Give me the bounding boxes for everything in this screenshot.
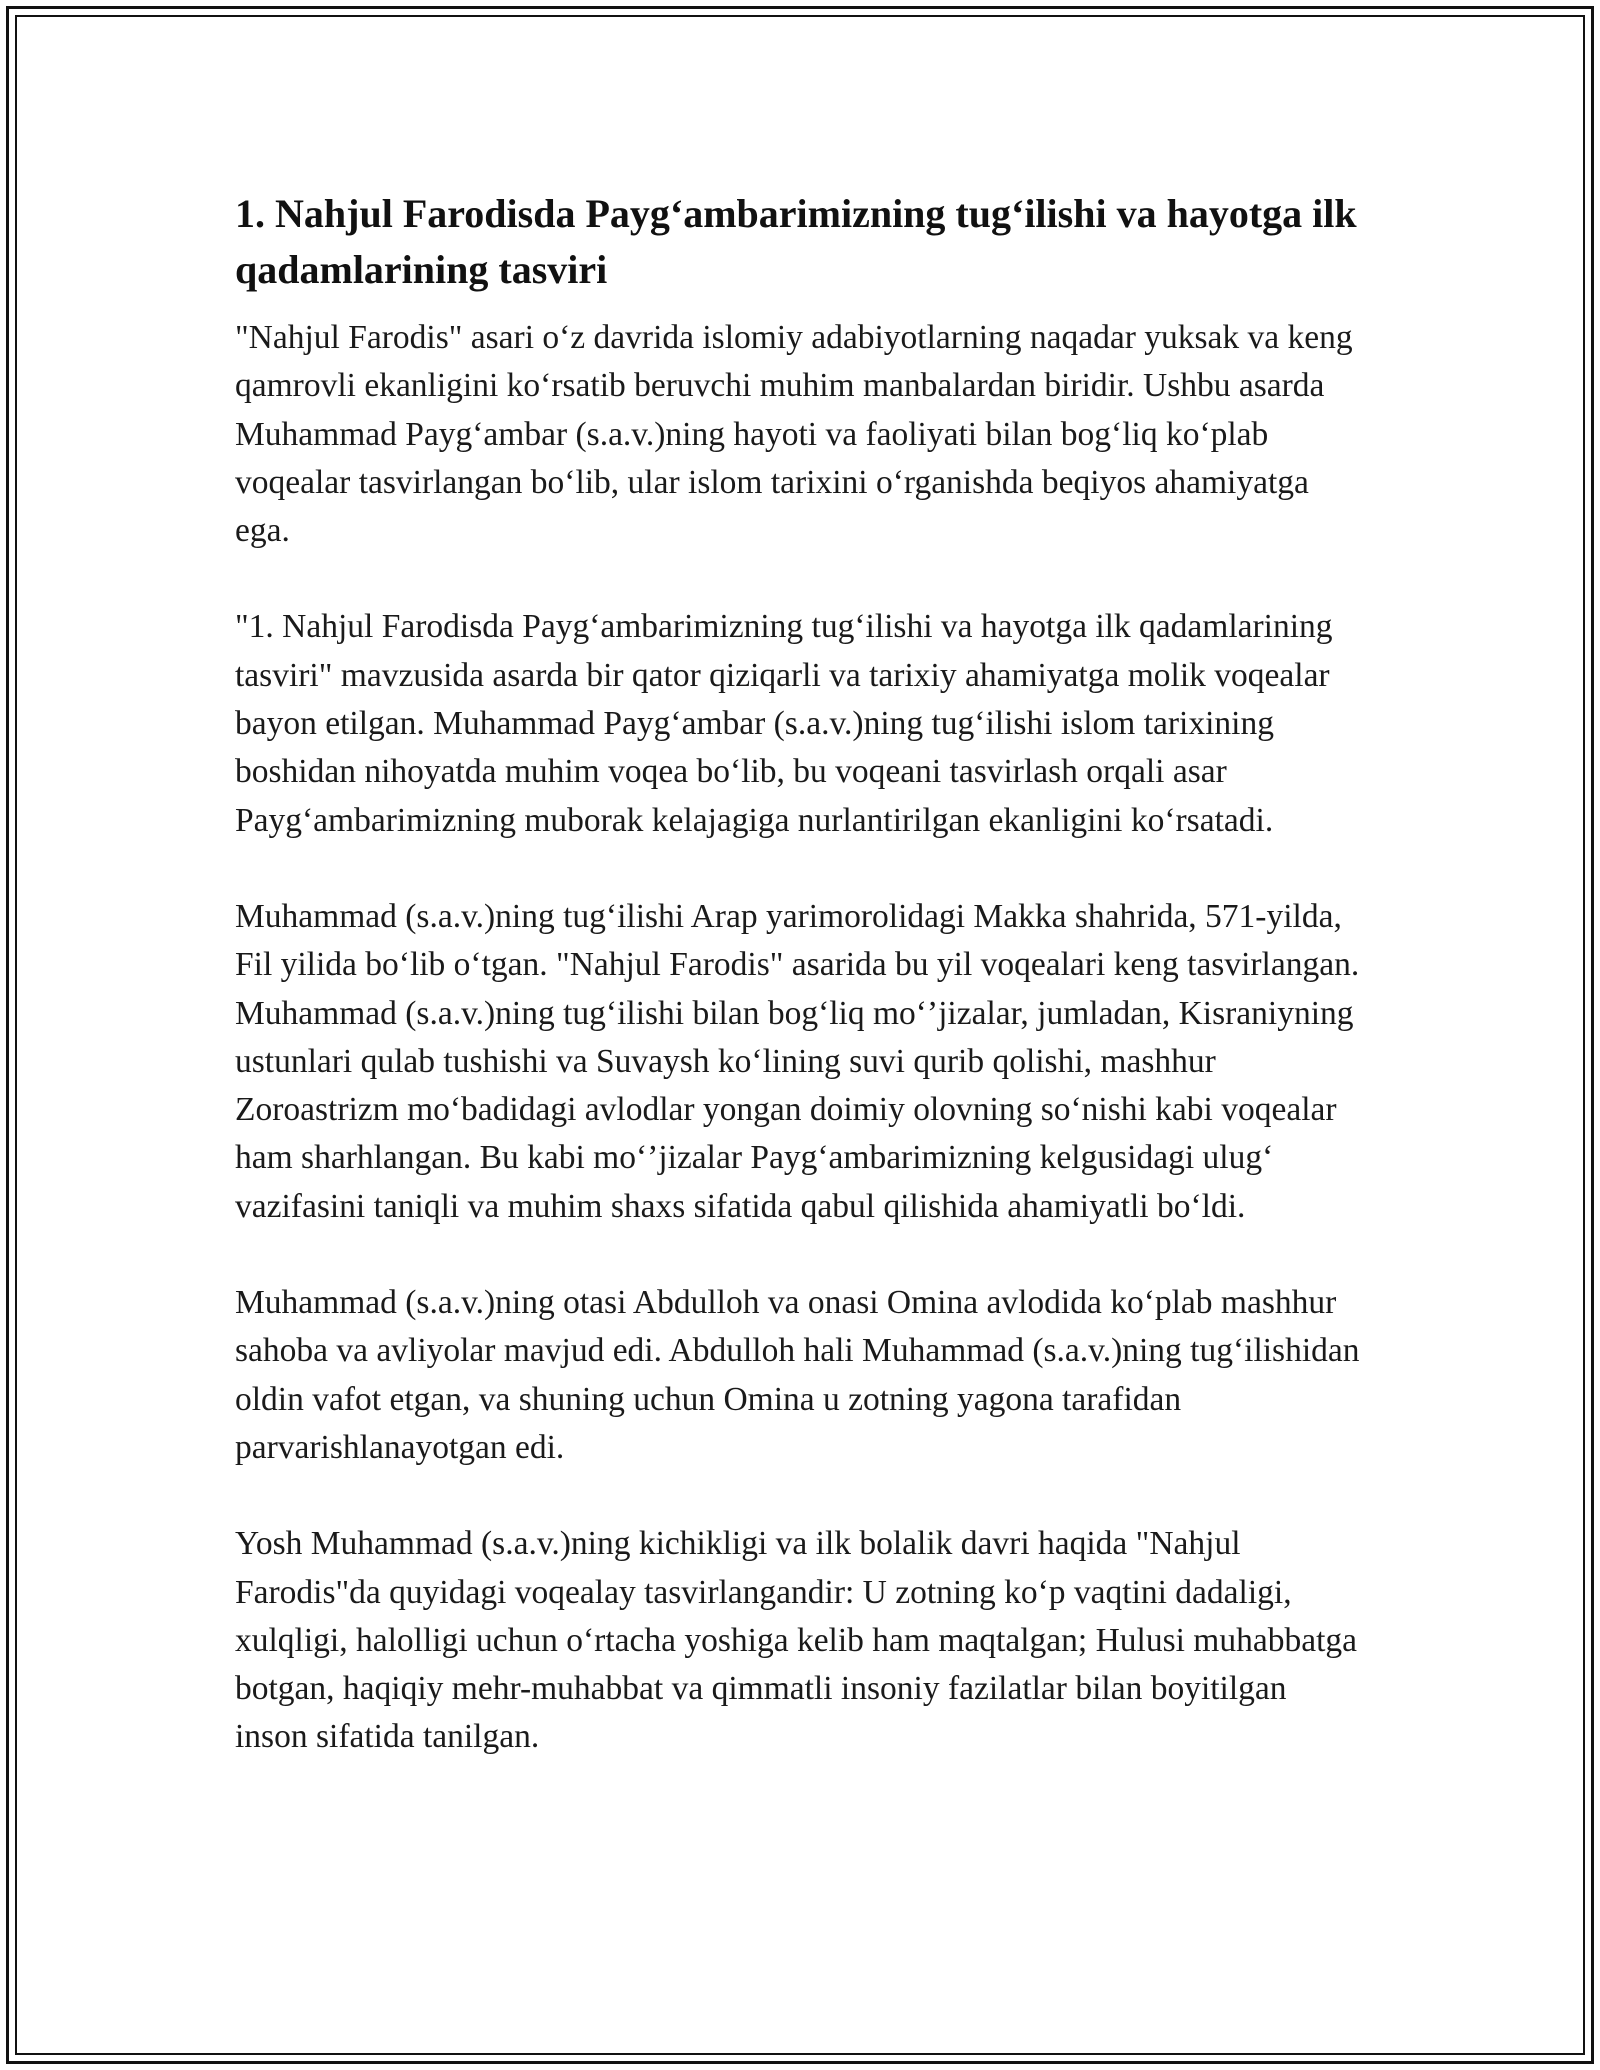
paragraph-topic: "1. Nahjul Farodisda Payg‘ambarimizning tug‘ilishi va hayotga ilk qadamlarining tasviri" mavzusida asarda bir qator qiziqarli va tarixiy ahamiyatga molik voqealar bayon etilgan. Muhammad Payg‘ambar (s.a.v.)ning tug‘ilishi islom tarixining boshidan nihoyatda muhim voqea bo‘lib, bu voqeani tasvirlash orqali asar Payg‘ambarimizning muborak kelajagiga nurlantirilgan ekanligini ko‘rsatadi. (235, 608, 1333, 839)
paragraph-intro: "Nahjul Farodis" asari o‘z davrida islomiy adabiyotlarning naqadar yuksak va keng qamrovli ekanligini ko‘rsatib beruvchi muhim manbalardan biridir. Ushbu asarda Muhammad Payg‘ambar (s.a.v.)ning hayoti va faoliyati bilan bog‘liq ko‘plab voqealar tasvirlangan bo‘lib, ular islom tarixini o‘rganishda beqiyos ahamiyatga ega. (235, 319, 1353, 550)
section-heading: 1. Nahjul Farodisda Payg‘ambarimizning tug‘ilishi va hayotga ilk qadamlarining tasviri (235, 191, 1357, 292)
paragraph-childhood: Yosh Muhammad (s.a.v.)ning kichikligi va ilk bolalik davri haqida "Nahjul Farodis"da quyidagi voqealay tasvirlangandir: U zotning ko‘p vaqtini dadaligi, xulqligi, halolligi uchun o‘rtacha yoshiga kelib ham maqtalgan; Hulusi muhabbatga botgan, haqiqiy mehr-muhabbat va qimmatli insoniy fazilatlar bilan boyitilgan inson sifatida tanilgan. (235, 1525, 1358, 1756)
paragraph-parents: Muhammad (s.a.v.)ning otasi Abdulloh va onasi Omina avlodida ko‘plab mashhur sahoba va avliyolar mavjud edi. Abdulloh hali Muhammad (s.a.v.)ning tug‘ilishidan oldin vafot etgan, va shuning uchun Omina u zotning yagona tarafidan parvarishlanayotgan edi. (235, 1284, 1360, 1466)
paragraph-birth: Muhammad (s.a.v.)ning tug‘ilishi Arap yarimorolidagi Makka shahrida, 571-yilda, Fil yilida bo‘lib o‘tgan. "Nahjul Farodis" asarida bu yil voqealari keng tasvirlangan. Muhammad (s.a.v.)ning tug‘ilishi bilan bog‘liq mo‘’jizalar, jumladan, Kisraniyning ustunlari qulab tushishi va Suvaysh ko‘lining suvi qurib qolishi, mashhur Zoroastrizm mo‘badidagi avlodlar yongan doimiy olovning so‘nishi kabi voqealar ham sharhlangan. Bu kabi mo‘’jizalar Payg‘ambarimizning kelgusidagi ulug‘ vazifasini taniqli va muhim shaxs sifatida qabul qilishida ahamiyatli bo‘ldi. (235, 897, 1360, 1225)
document-body (235, 186, 1365, 1762)
